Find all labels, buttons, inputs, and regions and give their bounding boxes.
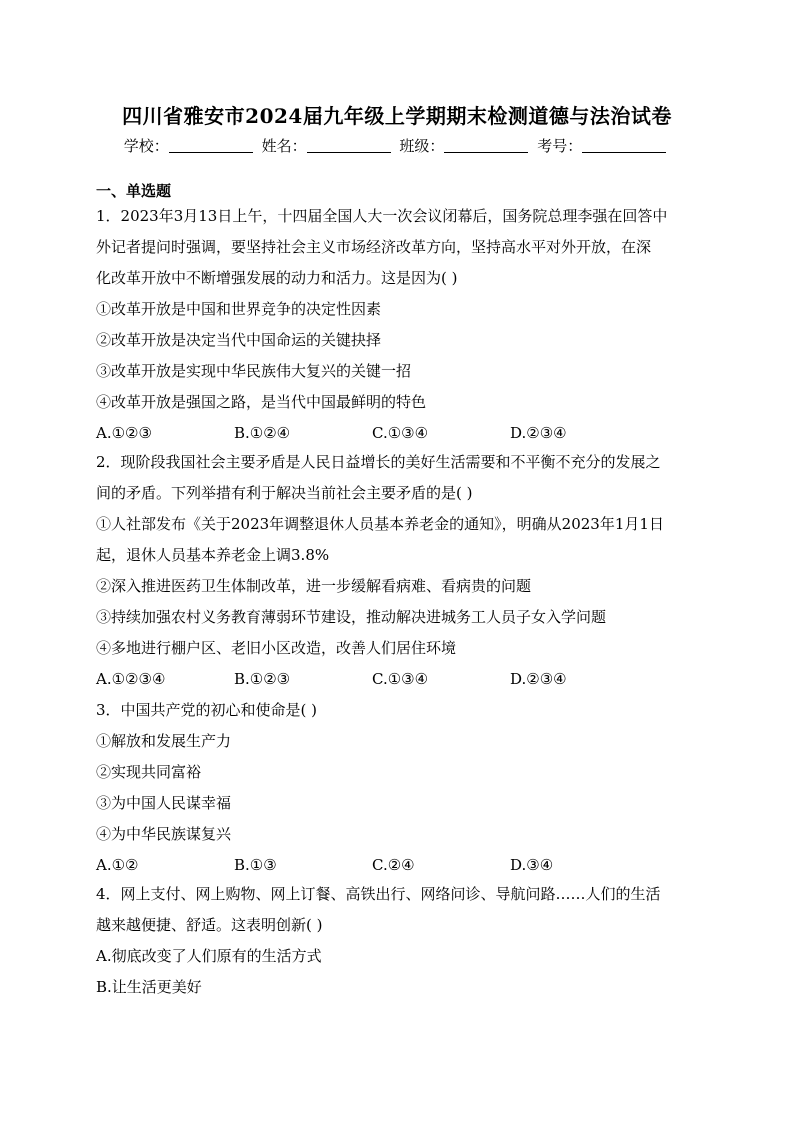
- q2-statement-4: ④多地进行棚户区、老旧小区改造，改善人们居住环境: [96, 639, 457, 657]
- q1-option-c: C.①③④: [372, 424, 429, 442]
- q1-stem-line1: 1．2023年3月13日上午，十四届全国人大一次会议闭幕后，国务院总理李强在回答中: [96, 207, 668, 225]
- q1-statement-2: ②改革开放是决定当代中国命运的关键抉择: [96, 331, 382, 349]
- q4-stem-line2: 越来越便捷、舒适。这表明创新( ): [96, 916, 323, 934]
- q1-statement-3: ③改革开放是实现中华民族伟大复兴的关键一招: [96, 362, 412, 380]
- class-blank: [444, 138, 528, 153]
- name-label: 姓名：: [261, 137, 307, 155]
- q4-stem-line1: 4．网上支付、网上购物、网上订餐、高铁出行、网络问诊、导航问路……人们的生活: [96, 885, 661, 903]
- q2-stem-line2: 间的矛盾。下列举措有利于解决当前社会主要矛盾的是( ): [96, 484, 473, 502]
- q2-options: [96, 669, 696, 689]
- q1-statement-4: ④改革开放是强国之路，是当代中国最鲜明的特色: [96, 393, 427, 411]
- q3-option-a: A.①②: [96, 856, 139, 874]
- school-blank: [169, 138, 253, 153]
- school-label: 学校：: [123, 137, 169, 155]
- q1-option-a: A.①②③: [96, 424, 152, 442]
- q1-stem-line2: 外记者提问时强调，要坚持社会主义市场经济改革方向，坚持高水平对外开放，在深: [96, 238, 652, 256]
- q3-statement-1: ①解放和发展生产力: [96, 732, 232, 750]
- q3-statement-2: ②实现共同富裕: [96, 763, 202, 781]
- q3-options: [96, 855, 696, 875]
- exam-no-blank: [582, 138, 666, 153]
- q2-option-c: C.①③④: [372, 670, 429, 688]
- q2-option-d: D.②③④: [510, 670, 567, 688]
- q4-option-a: A.彻底改变了人们原有的生活方式: [96, 947, 322, 965]
- q1-stem-line3: 化改革开放中不断增强发展的动力和活力。这是因为( ): [96, 269, 458, 287]
- exam-no-label: 考号：: [537, 137, 583, 155]
- section-heading: 一、单选题: [96, 182, 172, 200]
- q2-statement-2: ②深入推进医药卫生体制改革，进一步缓解看病难、看病贵的问题: [96, 577, 532, 595]
- q2-statement-3: ③持续加强农村义务教育薄弱环节建设，推动解决进城务工人员子女入学问题: [96, 608, 607, 626]
- student-info-row: [0, 135, 794, 156]
- q1-option-b: B.①②④: [234, 424, 291, 442]
- q1-option-d: D.②③④: [510, 424, 567, 442]
- q4-option-b: B.让生活更美好: [96, 978, 202, 996]
- q2-option-a: A.①②③④: [96, 670, 166, 688]
- q1-options: [96, 423, 696, 443]
- q3-option-d: D.③④: [510, 856, 554, 874]
- q3-statement-4: ④为中华民族谋复兴: [96, 825, 232, 843]
- q2-statement-1b: 起，退休人员基本养老金上调3.8%: [96, 546, 330, 564]
- q3-option-b: B.①③: [234, 856, 277, 874]
- class-label: 班级：: [399, 137, 445, 155]
- name-blank: [307, 138, 391, 153]
- q3-statement-3: ③为中国人民谋幸福: [96, 794, 232, 812]
- q3-stem-line1: 3．中国共产党的初心和使命是( ): [96, 701, 318, 719]
- q2-statement-1a: ①人社部发布《关于2023年调整退休人员基本养老金的通知》，明确从2023年1月1日: [96, 515, 664, 533]
- q2-stem-line1: 2．现阶段我国社会主要矛盾是人民日益增长的美好生活需要和不平衡不充分的发展之: [96, 453, 661, 471]
- q3-option-c: C.②④: [372, 856, 415, 874]
- q2-option-b: B.①②③: [234, 670, 291, 688]
- q1-statement-1: ①改革开放是中国和世界竞争的决定性因素: [96, 300, 382, 318]
- exam-title: 四川省雅安市2024届九年级上学期期末检测道德与法治试卷: [122, 104, 672, 128]
